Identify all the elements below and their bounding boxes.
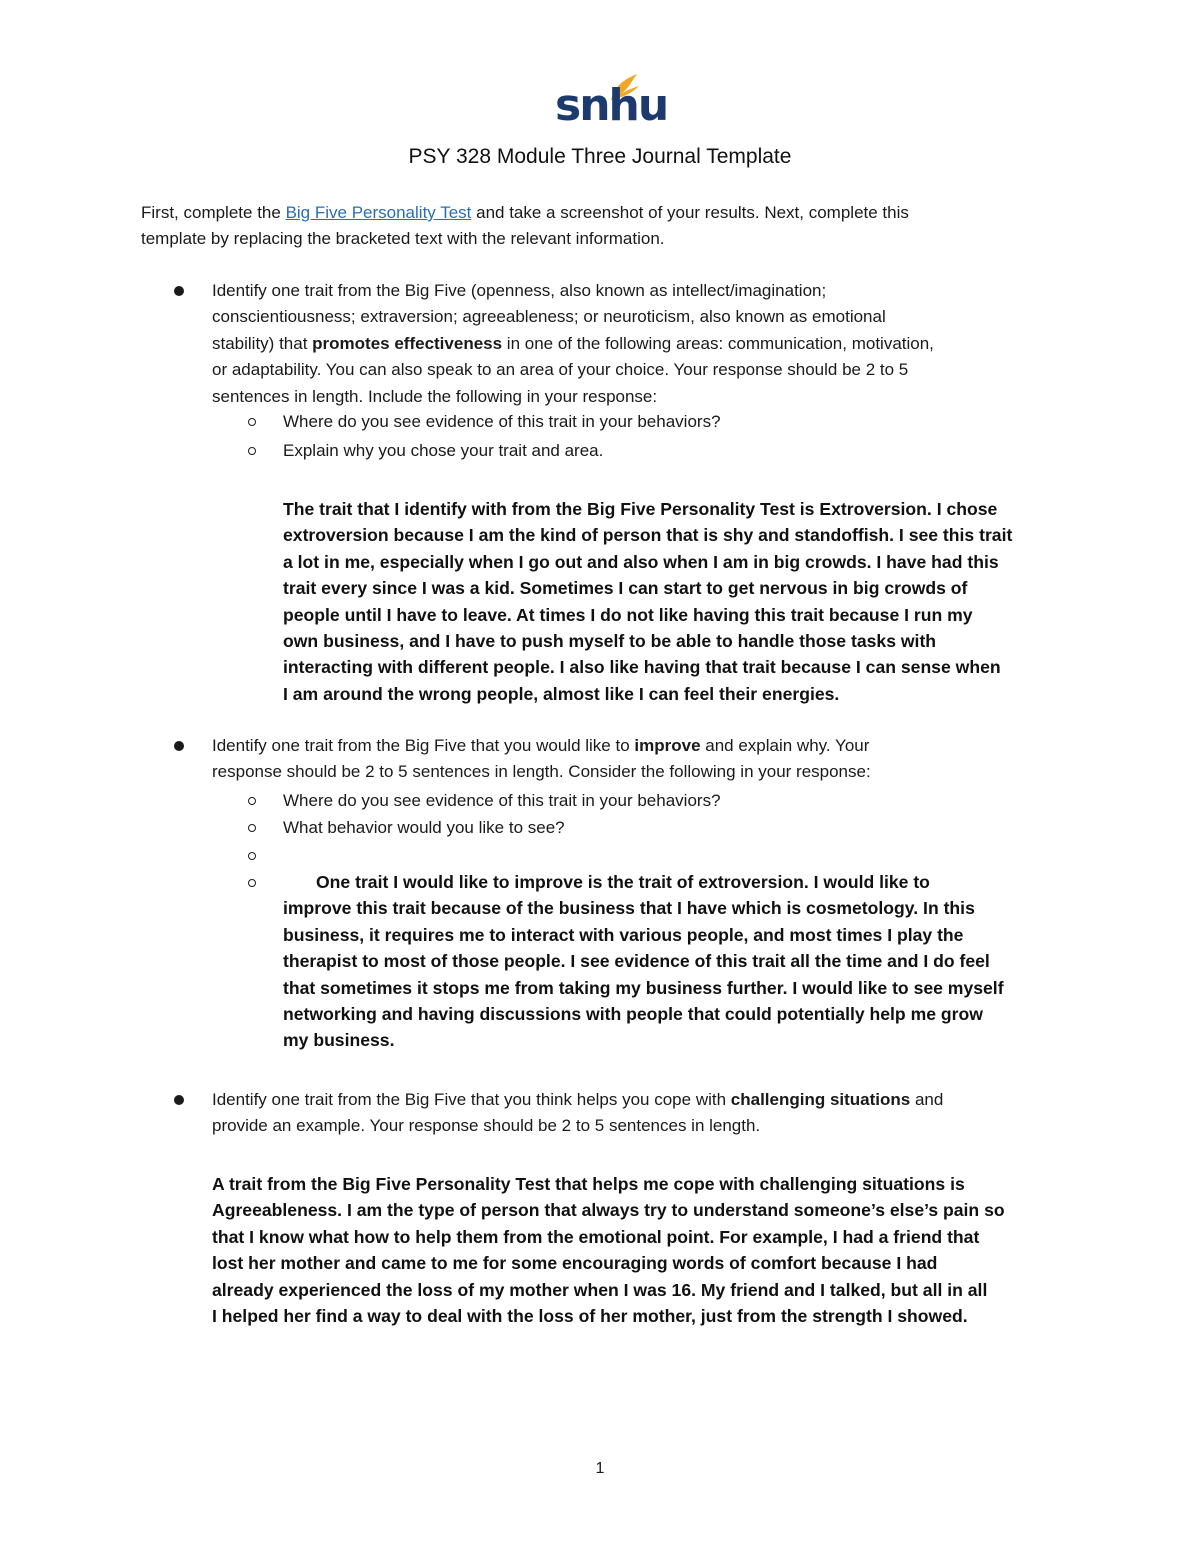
answer-line: therapist to most of those people. I see evidence of this trait all the time and I do feel — [283, 951, 990, 972]
answer-line: A trait from the Big Five Personality Test that helps me cope with challenging situations is — [212, 1174, 965, 1194]
bullet-2-line: and explain why. Your — [700, 736, 870, 755]
answer-line: I helped her find a way to deal with the loss of her mother, just from the strength I showed. — [212, 1306, 968, 1327]
bullet-1-emphasis: promotes effectiveness — [312, 333, 503, 353]
bullet-2-answer — [283, 869, 1073, 1054]
bullet-2-emphasis: improve — [634, 736, 701, 755]
answer-line: The trait that I identify with from the Big Five Personality Test is Extroversion. I chose — [283, 499, 998, 519]
bullet-1-line: in one of the following areas: communication, motivation, — [502, 333, 934, 353]
intro-paragraph — [141, 200, 1071, 252]
answer-line: already experienced the loss of my mother when I was 16. My friend and I talked, but all in all — [212, 1279, 988, 1300]
bullet-2-line: response should be 2 to 5 sentences in length. Consider the following in your response: — [212, 762, 871, 782]
answer-line: own business, and I have to push myself to be able to handle those tasks with — [283, 631, 937, 652]
logo-wordmark: snhu — [555, 80, 668, 131]
bullet-3-line: Identify one trait from the Big Five that you think helps you cope with — [212, 1090, 731, 1109]
bullet-1-line: or adaptability. You can also speak to an area of your choice. Your response should be 2 to 5 — [212, 360, 909, 380]
sub-bullet-icon — [248, 879, 256, 887]
sub-bullet-icon — [248, 447, 256, 455]
bullet-2-sub-item: Where do you see evidence of this trait in your behaviors? — [283, 791, 721, 810]
bullet-3-line: provide an example. Your response should be 2 to 5 sentences in length. — [212, 1116, 761, 1136]
bullet-1-line: stability) that — [212, 333, 313, 353]
bullet-1-prompt — [212, 278, 1072, 410]
answer-line: trait every since I was a kid. Sometimes I can start to get nervous in big crowds of — [283, 578, 968, 599]
bullet-icon — [174, 741, 184, 751]
bullet-2-prompt — [212, 733, 1072, 786]
bullet-1-sub-item: Where do you see evidence of this trait in your behaviors? — [283, 412, 721, 431]
bullet-1-line: Identify one trait from the Big Five (openness, also known as intellect/imagination; — [212, 281, 827, 300]
answer-line: One trait I would like to improve is the trait of extroversion. I would like to — [316, 872, 930, 892]
answer-line: business, it requires me to interact with various people, and most times I play the — [283, 924, 964, 945]
answer-line: people until I have to leave. At times I do not like having this trait because I run my — [283, 604, 973, 625]
snhu-logo — [555, 72, 668, 134]
answer-line: that I know what how to help them from the emotional point. For example, I had a friend that — [212, 1226, 980, 1247]
answer-line: a lot in me, especially when I go out and also when I am in big crowds. I have had this — [283, 551, 999, 572]
bullet-1-sub-item: Explain why you chose your trait and area. — [283, 441, 604, 460]
intro-text-before-link: First, complete the — [141, 203, 286, 222]
answer-line: my business. — [283, 1030, 395, 1051]
sub-bullet-icon — [248, 824, 256, 832]
bullet-2-line: Identify one trait from the Big Five that you would like to — [212, 736, 635, 755]
bullet-1-line: sentences in length. Include the following in your response: — [212, 386, 658, 406]
bullet-icon — [174, 1095, 184, 1105]
page-number: 1 — [595, 1460, 605, 1477]
answer-line: I am around the wrong people, almost like I can feel their energies. — [283, 683, 840, 704]
big-five-test-link[interactable]: Big Five Personality Test — [285, 203, 472, 222]
sub-bullet-icon — [248, 418, 256, 426]
sub-bullet-icon — [248, 852, 256, 860]
bullet-3-prompt — [212, 1087, 1072, 1140]
answer-line: lost her mother and came to me for some encouraging words of comfort because I had — [212, 1253, 938, 1274]
answer-line: that sometimes it stops me from taking my business further. I would like to see myself — [283, 977, 1004, 998]
bullet-3-emphasis: challenging situations — [730, 1090, 911, 1109]
bullet-1-answer — [283, 496, 1073, 707]
bullet-icon — [174, 286, 184, 296]
bullet-3-line: and — [910, 1090, 944, 1109]
intro-text-line2: template by replacing the bracketed text with the relevant information. — [141, 229, 665, 248]
bullet-2-sub-item: What behavior would you like to see? — [283, 818, 565, 837]
page-title: PSY 328 Module Three Journal Template — [408, 145, 792, 168]
answer-line: improve this trait because of the business that I have which is cosmetology. In this — [283, 898, 975, 919]
intro-text-after-link: and take a screenshot of your results. Next, complete this — [471, 203, 909, 222]
answer-line: extroversion because I am the kind of person that is shy and standoffish. I see this trait — [283, 525, 1013, 546]
sub-bullet-icon — [248, 797, 256, 805]
answer-line: networking and having discussions with people that could potentially help me grow — [283, 1004, 983, 1025]
bullet-3-answer — [212, 1171, 1082, 1329]
answer-line: interacting with different people. I also like having that trait because I can sense when — [283, 657, 1001, 678]
bullet-1-line: conscientiousness; extraversion; agreeableness; or neuroticism, also known as emotional — [212, 307, 886, 327]
answer-line: Agreeableness. I am the type of person that always try to understand someone’s else’s pain so — [212, 1200, 1005, 1221]
